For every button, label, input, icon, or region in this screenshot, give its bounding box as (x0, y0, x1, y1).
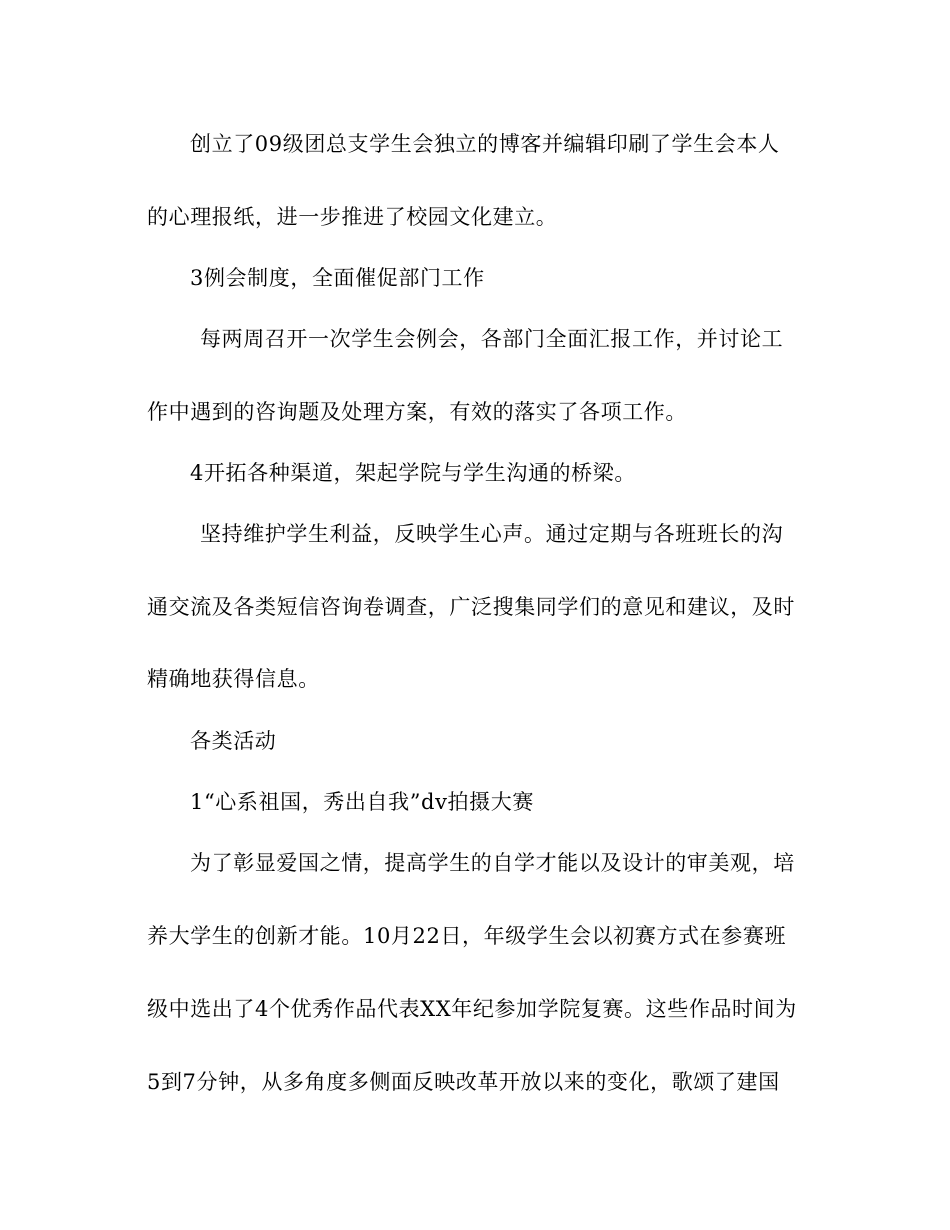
text-line: 坚持维护学生利益，反映学生心声。通过定期与各班班长的沟 (200, 522, 784, 546)
text-line: 养大学生的创新才能。10月22日，年级学生会以初赛方式在参赛班 (147, 924, 787, 948)
text-line: 创立了09级团总支学生会独立的博客并编辑印刷了学生会本人 (190, 132, 780, 156)
text-line: 作中遇到的咨询题及处理方案，有效的落实了各项工作。 (147, 400, 687, 424)
section-heading: 各类活动 (190, 729, 277, 753)
text-line: 的心理报纸，进一步推进了校园文化建立。 (147, 205, 558, 229)
text-line: 5到7分钟，从多角度多侧面反映改革开放以来的变化，歌颂了建国 (147, 1070, 780, 1094)
section-heading: 1“心系祖国，秀出自我”dv拍摄大赛 (190, 790, 534, 814)
text-line: 为了彰显爱国之情，提高学生的自学才能以及设计的审美观，培 (190, 851, 795, 875)
text-line: 每两周召开一次学生会例会，各部门全面汇报工作，并讨论工 (200, 327, 784, 351)
text-line: 级中选出了4个优秀作品代表XX年纪参加学院复赛。这些作品时间为 (147, 997, 797, 1021)
section-heading: 3例会制度，全面催促部门工作 (190, 266, 485, 290)
text-line: 通交流及各类短信咨询卷调查，广泛搜集同学们的意见和建议，及时 (147, 595, 795, 619)
section-heading: 4开拓各种渠道，架起学院与学生沟通的桥梁。 (190, 461, 636, 485)
text-line: 精确地获得信息。 (147, 667, 320, 691)
